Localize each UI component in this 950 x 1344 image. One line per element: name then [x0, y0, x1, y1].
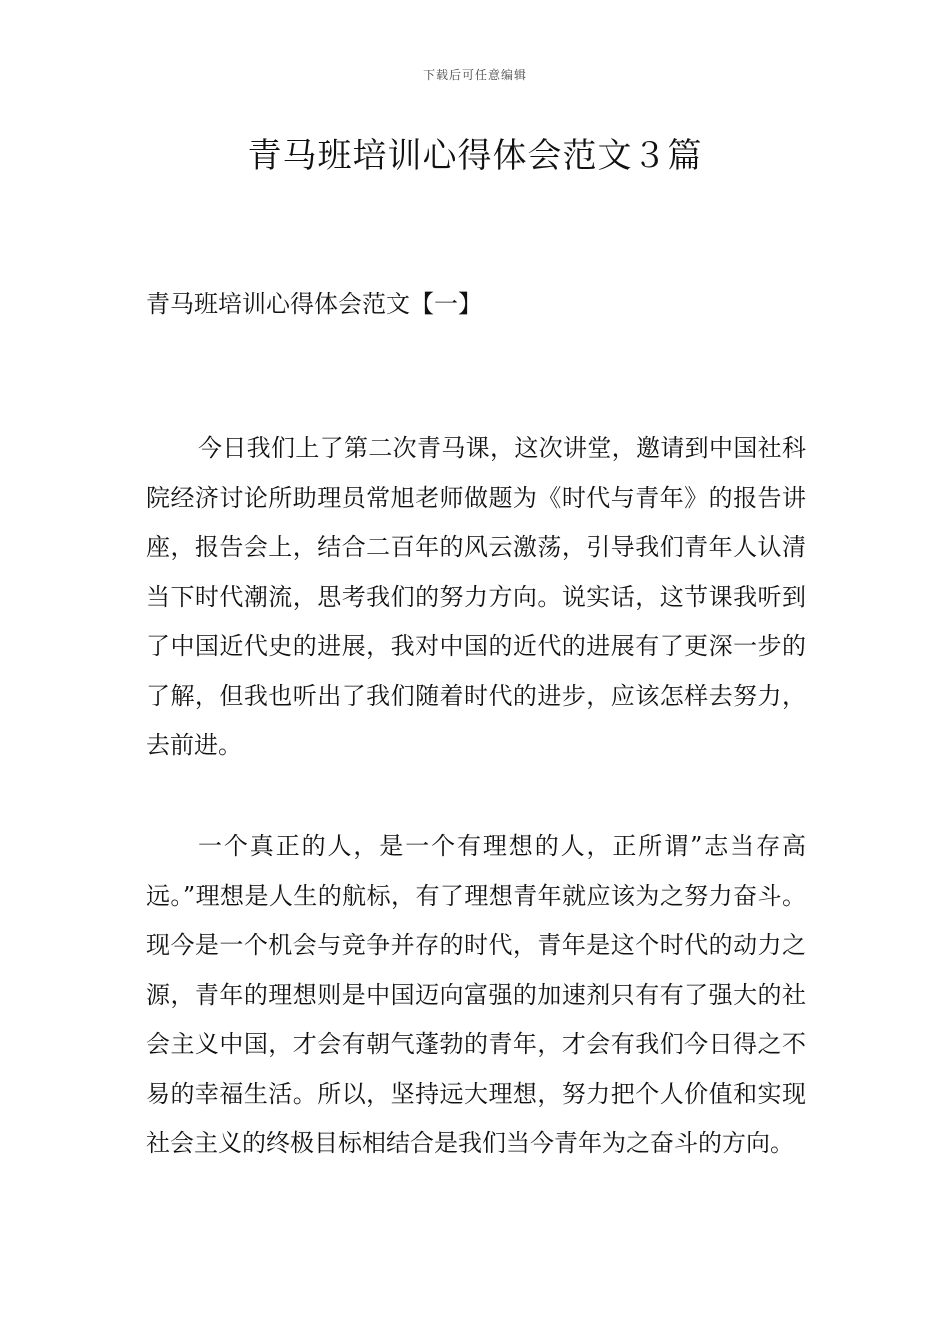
- section-heading: 青马班培训心得体会范文【一】: [146, 290, 482, 318]
- body-paragraph-1: 今日我们上了第二次青马课，这次讲堂，邀请到中国社科院经济讨论所助理员常旭老师做题为《时代与青年》的报告讲座，报告会上，结合二百年的风云激荡，引导我们青年人认清当下时代潮流，思考我们的努力方向。说实话，这节课我听到了中国近代史的进展，我对中国的近代的进展有了更深一步的了解，但我也听出了我们随着时代的进步，应该怎样去努力，去前进。: [146, 434, 806, 759]
- header-note: 下载后可任意编辑: [422, 68, 527, 82]
- body-paragraph-2: 一个真正的人，是一个有理想的人，正所谓”志当存高远。”理想是人生的航标，有了理想青年就应该为之努力奋斗。现今是一个机会与竞争并存的时代，青年是这个时代的动力之源，青年的理想则是中国迈向富强的加速剂只有有了强大的社会主义中国，才会有朝气蓬勃的青年，才会有我们今日得之不易的幸福生活。所以，坚持远大理想，努力把个人价值和实现社会主义的终极目标相结合是我们当今青年为之奋斗的方向。: [146, 832, 806, 1157]
- document-title: 青马班培训心得体会范文３篇: [247, 136, 703, 176]
